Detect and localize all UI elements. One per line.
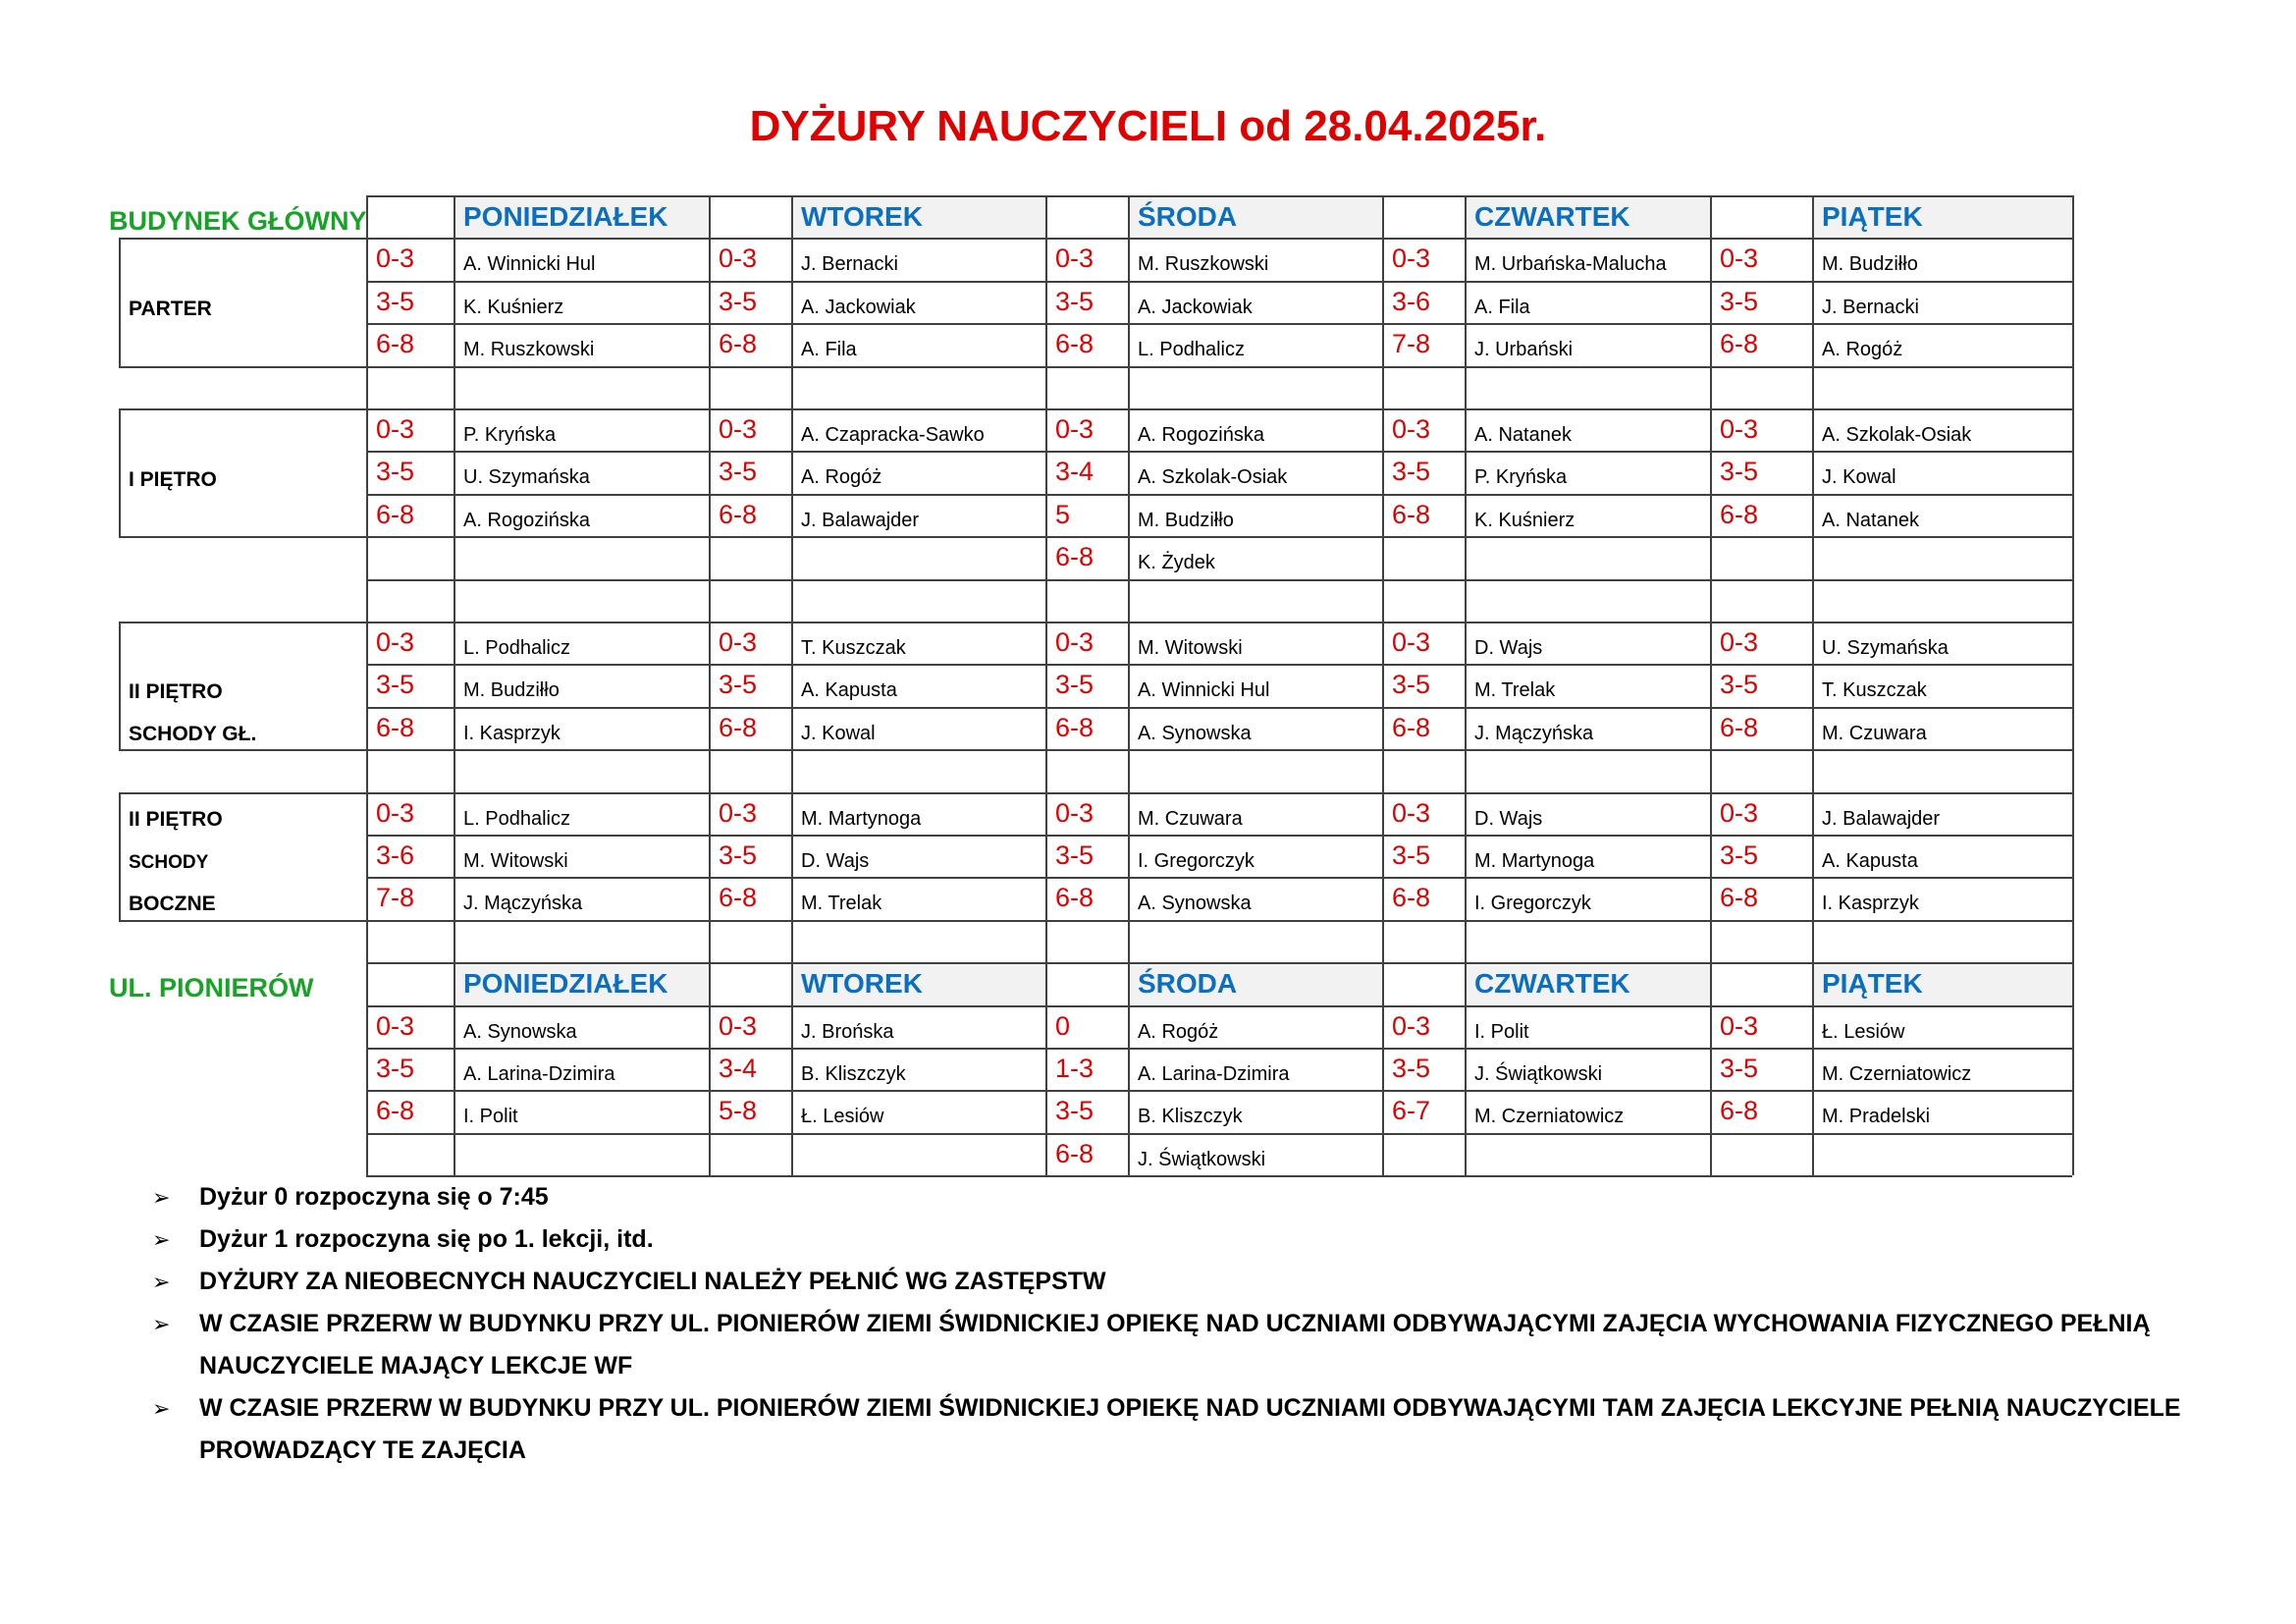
duty-slot: 0-3: [1392, 244, 1431, 274]
floor-group-line: [119, 408, 366, 410]
teacher-name: J. Mączyńska: [1474, 722, 1594, 744]
day-header-4: PIĄTEK: [1812, 962, 2072, 1004]
table-column-line: [1465, 195, 1467, 1175]
day-header-3: CZWARTEK: [1465, 195, 1710, 238]
teacher-name: M. Budziłło: [463, 679, 560, 702]
duty-slot: 7-8: [1392, 329, 1431, 359]
table-row-line: [366, 877, 2072, 879]
duty-slot: 3-5: [376, 1054, 415, 1083]
teacher-name: A. Rogóż: [1822, 339, 1903, 361]
duty-slot: 3-5: [719, 840, 758, 870]
section-label-main-building: BUDYNEK GŁÓWNY: [109, 206, 367, 236]
teacher-name: M. Urbańska-Malucha: [1474, 253, 1667, 276]
teacher-name: P. Kryńska: [463, 424, 557, 446]
floor-group-line: [119, 920, 366, 922]
teacher-name: M. Witowski: [463, 850, 568, 872]
teacher-name: M. Czuwara: [1822, 722, 1927, 744]
duty-slot: 6-8: [376, 712, 415, 742]
table-row-line: [366, 792, 2072, 794]
teacher-name: A. Synowska: [1138, 893, 1252, 915]
teacher-name: J. Kowal: [1822, 466, 1896, 489]
duty-slot: 3-5: [376, 457, 415, 487]
duty-slot: 6-8: [1055, 1138, 1095, 1168]
duty-slot: 3-5: [1720, 670, 1759, 700]
teacher-name: B. Kliszczyk: [801, 1063, 906, 1085]
floor-label-second-side-3: BOCZNE: [129, 893, 216, 915]
table-row-line: [366, 494, 2072, 496]
floor-group-line: [119, 622, 121, 749]
table-column-line: [791, 195, 793, 1175]
teacher-name: J. Świątkowski: [1474, 1063, 1603, 1085]
teacher-name: U. Szymańska: [463, 466, 590, 489]
table-row-line: [366, 1048, 2072, 1050]
teacher-name: M. Trelak: [801, 893, 882, 915]
teacher-name: M. Martynoga: [801, 807, 922, 830]
note-item: ➢ Dyżur 0 rozpoczyna się o 7:45: [152, 1176, 2214, 1218]
duty-slot: 6-8: [1055, 883, 1095, 913]
duty-slot: 6-7: [1392, 1096, 1431, 1126]
duty-slot: 6-8: [719, 329, 758, 359]
floor-group-line: [119, 238, 121, 365]
duty-slot: 0-3: [719, 1010, 758, 1041]
day-header-3: CZWARTEK: [1465, 962, 1710, 1004]
teacher-name: A. Kapusta: [1822, 850, 1918, 872]
duty-slot: 0-3: [719, 797, 758, 828]
table-row-line: [366, 1090, 2072, 1092]
teacher-name: A. Rogozińska: [463, 509, 590, 531]
duty-slot: 3-5: [1392, 1054, 1431, 1083]
floor-label-second-side-2: SCHODY: [129, 852, 209, 873]
duty-slot: 3-5: [376, 286, 415, 316]
table-row-line: [366, 408, 2072, 410]
teacher-name: A. Winnicki Hul: [463, 253, 596, 276]
teacher-name: T. Kuszczak: [1822, 679, 1927, 702]
note-item: ➢ W CZASIE PRZERW W BUDYNKU PRZY UL. PIONIERÓW ZIEMI ŚWIDNICKIEJ OPIEKĘ NAD UCZNIAMI ODBYWAJĄCYMI TAM ZAJĘCIA LEKCYJNE PEŁNIĄ NAUCZYCIELE PROWADZĄCY TE ZAJĘCIA: [152, 1387, 2214, 1472]
teacher-name: M. Ruszkowski: [463, 339, 595, 361]
floor-group-line: [119, 792, 121, 920]
duty-slot: 3-5: [1055, 670, 1095, 700]
table-row-line: [366, 835, 2072, 837]
duty-slot: 0-3: [1720, 797, 1759, 828]
teacher-name: A. Larina-Dzimira: [463, 1063, 615, 1085]
floor-group-line: [119, 238, 366, 240]
teacher-name: U. Szymańska: [1822, 637, 1949, 659]
duty-slot: 0-3: [719, 414, 758, 444]
teacher-name: A. Larina-Dzimira: [1138, 1063, 1290, 1085]
duty-schedule-table: [366, 195, 2072, 1172]
duty-slot: 3-5: [1055, 286, 1095, 316]
duty-slot: 0-3: [1720, 1010, 1759, 1041]
floor-group-line: [119, 622, 366, 623]
note-item: ➢ W CZASIE PRZERW W BUDYNKU PRZY UL. PIONIERÓW ZIEMI ŚWIDNICKIEJ OPIEKĘ NAD UCZNIAMI ODBYWAJĄCYMI ZAJĘCIA WYCHOWANIA FIZYCZNEGO PEŁNIĄ NAUCZYCIELE MAJĄCY LEKCJE WF: [152, 1303, 2214, 1387]
section-label-pionierow: UL. PIONIERÓW: [109, 973, 314, 1002]
duty-slot: 3-5: [1720, 457, 1759, 487]
teacher-name: Ł. Lesiów: [1822, 1020, 1905, 1043]
teacher-name: A. Czapracka-Sawko: [801, 424, 985, 446]
table-column-line: [366, 195, 368, 1175]
duty-slot: 5: [1055, 499, 1071, 529]
duty-slot: 3-5: [1720, 1054, 1759, 1083]
duty-slot: 0-3: [1055, 244, 1095, 274]
table-column-line: [709, 195, 711, 1175]
teacher-name: J. Mączyńska: [463, 893, 583, 915]
day-header-0: PONIEDZIAŁEK: [454, 195, 709, 238]
duty-slot: 6-8: [376, 329, 415, 359]
floor-group-line: [119, 408, 121, 536]
duty-slot: 3-5: [719, 457, 758, 487]
day-header-0: PONIEDZIAŁEK: [454, 962, 709, 1004]
teacher-name: M. Martynoga: [1474, 850, 1595, 872]
duty-slot: 6-8: [1055, 542, 1095, 572]
floor-label-first: I PIĘTRO: [129, 468, 217, 491]
teacher-name: A. Szkolak-Osiak: [1822, 424, 1972, 446]
arrow-bullet-icon: ➢: [152, 1227, 171, 1252]
duty-slot: 7-8: [376, 883, 415, 913]
duty-slot: 6-8: [376, 499, 415, 529]
floor-label-parter: PARTER: [129, 298, 212, 320]
duty-slot: 0-3: [1055, 414, 1095, 444]
teacher-name: A. Jackowiak: [1138, 296, 1253, 318]
arrow-bullet-icon: ➢: [152, 1185, 171, 1210]
table-row-line: [366, 1133, 2072, 1135]
duty-slot: 3-5: [719, 286, 758, 316]
table-row-line: [366, 323, 2072, 325]
duty-slot: 3-5: [719, 670, 758, 700]
table-column-line: [1710, 195, 1712, 1175]
floor-group-line: [119, 749, 366, 751]
duty-slot: 6-8: [1392, 883, 1431, 913]
arrow-bullet-icon: ➢: [152, 1312, 171, 1336]
notes-list: [152, 1176, 2214, 1472]
floor-label-second-side-1: II PIĘTRO: [129, 808, 223, 831]
teacher-name: A. Synowska: [463, 1020, 577, 1043]
duty-slot: 0-3: [1055, 797, 1095, 828]
duty-slot: 3-5: [1392, 457, 1431, 487]
teacher-name: K. Kuśnierz: [463, 296, 564, 318]
teacher-name: P. Kryńska: [1474, 466, 1568, 489]
duty-slot: 0-3: [1720, 627, 1759, 657]
arrow-bullet-icon: ➢: [152, 1396, 171, 1421]
teacher-name: D. Wajs: [801, 850, 870, 872]
duty-slot: 5-8: [719, 1096, 758, 1126]
teacher-name: K. Żydek: [1138, 552, 1215, 574]
duty-slot: 3-4: [1055, 457, 1095, 487]
teacher-name: A. Szkolak-Osiak: [1138, 466, 1288, 489]
duty-slot: 0-3: [376, 627, 415, 657]
teacher-name: A. Fila: [1474, 296, 1530, 318]
table-column-line: [2072, 195, 2074, 1175]
duty-slot: 0-3: [376, 1010, 415, 1041]
teacher-name: T. Kuszczak: [801, 637, 906, 659]
teacher-name: J. Urbański: [1474, 339, 1574, 361]
duty-slot: 6-8: [1720, 712, 1759, 742]
duty-slot: 0-3: [1392, 414, 1431, 444]
teacher-name: J. Balawajder: [1822, 807, 1941, 830]
teacher-name: M. Czerniatowicz: [1474, 1106, 1625, 1128]
teacher-name: L. Podhalicz: [463, 807, 570, 830]
duty-slot: 0-3: [376, 414, 415, 444]
duty-slot: 3-6: [376, 840, 415, 870]
teacher-name: J. Kowal: [801, 722, 876, 744]
table-row-line: [366, 1005, 2072, 1007]
floor-group-line: [119, 792, 366, 794]
duty-slot: 3-5: [1392, 840, 1431, 870]
teacher-name: M. Budziłło: [1138, 509, 1234, 531]
teacher-name: M. Budziłło: [1822, 253, 1918, 276]
duty-slot: 0-3: [1392, 797, 1431, 828]
teacher-name: M. Czerniatowicz: [1822, 1063, 1972, 1085]
teacher-name: J. Bernacki: [801, 253, 898, 276]
duty-slot: 0-3: [719, 627, 758, 657]
teacher-name: Ł. Lesiów: [801, 1106, 884, 1128]
teacher-name: A. Fila: [801, 339, 857, 361]
teacher-name: K. Kuśnierz: [1474, 509, 1575, 531]
teacher-name: L. Podhalicz: [463, 637, 570, 659]
duty-slot: 6-8: [1720, 1096, 1759, 1126]
duty-slot: 6-8: [1720, 883, 1759, 913]
table-row-line: [366, 195, 2072, 197]
teacher-name: J. Bernacki: [1822, 296, 1919, 318]
duty-slot: 0-3: [1392, 627, 1431, 657]
teacher-name: J. Brońska: [801, 1020, 894, 1043]
teacher-name: A. Rogozińska: [1138, 424, 1264, 446]
floor-label-second-main-1: II PIĘTRO: [129, 680, 223, 703]
floor-label-second-main-2: SCHODY GŁ.: [129, 723, 257, 745]
teacher-name: M. Witowski: [1138, 637, 1243, 659]
duty-slot: 0-3: [376, 797, 415, 828]
note-item: ➢ Dyżur 1 rozpoczyna się po 1. lekcji, itd.: [152, 1218, 2214, 1261]
day-header-2: ŚRODA: [1128, 195, 1382, 238]
duty-slot: 6-8: [719, 499, 758, 529]
duty-slot: 0-3: [1720, 414, 1759, 444]
table-column-line: [1812, 195, 1814, 1175]
teacher-name: I. Gregorczyk: [1138, 850, 1255, 872]
teacher-name: M. Trelak: [1474, 679, 1556, 702]
teacher-name: I. Polit: [1474, 1020, 1529, 1043]
teacher-name: A. Synowska: [1138, 722, 1252, 744]
duty-slot: 6-8: [1392, 712, 1431, 742]
day-header-1: WTOREK: [791, 962, 1045, 1004]
duty-slot: 3-5: [1392, 670, 1431, 700]
table-column-line: [454, 195, 455, 1175]
table-row-line: [366, 707, 2072, 709]
day-header-4: PIĄTEK: [1812, 195, 2072, 238]
duty-slot: 3-5: [1720, 840, 1759, 870]
teacher-name: L. Podhalicz: [1138, 339, 1245, 361]
page-title: DYŻURY NAUCZYCIELI od 28.04.2025r.: [749, 102, 1547, 150]
duty-slot: 0-3: [1055, 627, 1095, 657]
teacher-name: I. Kasprzyk: [463, 722, 561, 744]
duty-slot: 6-8: [1720, 329, 1759, 359]
note-item: ➢ DYŻURY ZA NIEOBECNYCH NAUCZYCIELI NALEŻY PEŁNIĆ WG ZASTĘPSTW: [152, 1261, 2214, 1303]
duty-slot: 3-5: [1055, 1096, 1095, 1126]
duty-slot: 0-3: [719, 244, 758, 274]
duty-slot: 6-8: [719, 712, 758, 742]
table-row-line: [366, 749, 2072, 751]
day-header-2: ŚRODA: [1128, 962, 1382, 1004]
table-row-line: [366, 664, 2072, 666]
duty-slot: 3-4: [719, 1054, 758, 1083]
duty-slot: 3-5: [376, 670, 415, 700]
table-column-line: [1045, 195, 1047, 1175]
teacher-name: B. Kliszczyk: [1138, 1106, 1243, 1128]
table-column-line: [1382, 195, 1384, 1175]
duty-slot: 6-8: [1392, 499, 1431, 529]
table-row-line: [366, 366, 2072, 368]
teacher-name: A. Winnicki Hul: [1138, 679, 1270, 702]
duty-slot: 6-8: [1055, 329, 1095, 359]
teacher-name: I. Polit: [463, 1106, 518, 1128]
teacher-name: M. Czuwara: [1138, 807, 1243, 830]
duty-slot: 0-3: [376, 244, 415, 274]
teacher-name: A. Rogóż: [1138, 1020, 1219, 1043]
duty-slot: 0: [1055, 1010, 1071, 1041]
duty-slot: 3-5: [1720, 286, 1759, 316]
table-row-line: [366, 238, 2072, 240]
teacher-name: M. Pradelski: [1822, 1106, 1931, 1128]
duty-slot: 0-3: [1720, 244, 1759, 274]
duty-slot: 6-8: [719, 883, 758, 913]
table-row-line: [366, 622, 2072, 623]
table-column-line: [1128, 195, 1130, 1175]
table-row-line: [366, 281, 2072, 283]
table-row-line: [366, 920, 2072, 922]
floor-group-line: [119, 366, 366, 368]
duty-slot: 0-3: [1392, 1010, 1431, 1041]
table-row-line: [366, 579, 2072, 581]
teacher-name: A. Natanek: [1822, 509, 1919, 531]
teacher-name: A. Natanek: [1474, 424, 1572, 446]
duty-slot: 1-3: [1055, 1054, 1095, 1083]
teacher-name: A. Rogóż: [801, 466, 882, 489]
teacher-name: J. Balawajder: [801, 509, 920, 531]
teacher-name: D. Wajs: [1474, 807, 1543, 830]
floor-group-line: [119, 536, 366, 538]
day-header-1: WTOREK: [791, 195, 1045, 238]
duty-slot: 6-8: [1055, 712, 1095, 742]
duty-slot: 3-5: [1055, 840, 1095, 870]
duty-slot: 6-8: [1720, 499, 1759, 529]
teacher-name: A. Kapusta: [801, 679, 897, 702]
duty-slot: 6-8: [376, 1096, 415, 1126]
teacher-name: A. Jackowiak: [801, 296, 916, 318]
duty-slot: 3-6: [1392, 286, 1431, 316]
table-row-line: [366, 962, 2072, 964]
teacher-name: I. Kasprzyk: [1822, 893, 1919, 915]
arrow-bullet-icon: ➢: [152, 1270, 171, 1294]
teacher-name: I. Gregorczyk: [1474, 893, 1591, 915]
teacher-name: M. Ruszkowski: [1138, 253, 1269, 276]
teacher-name: D. Wajs: [1474, 637, 1543, 659]
table-row-line: [366, 451, 2072, 453]
teacher-name: J. Świątkowski: [1138, 1148, 1266, 1170]
table-row-line: [366, 536, 2072, 538]
